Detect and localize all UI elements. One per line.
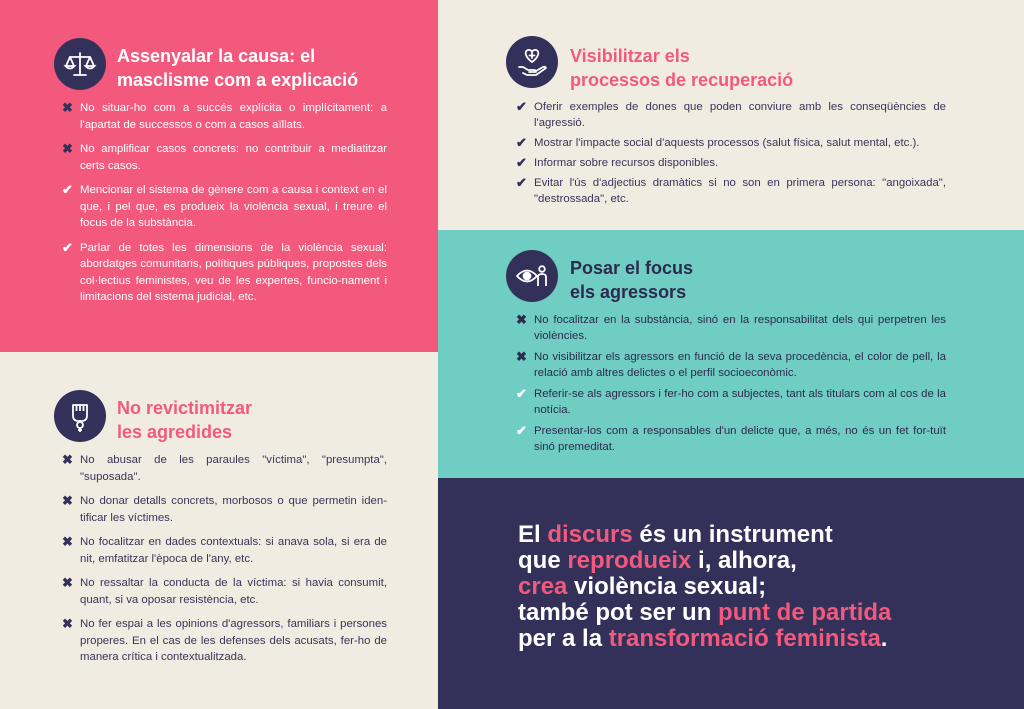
title-line: No revictimitzar [117, 398, 253, 418]
check-icon: ✔ [62, 239, 73, 255]
check-icon: ✔ [516, 423, 527, 438]
list-item [62, 452, 387, 485]
cross-icon: ✖ [62, 616, 73, 631]
statement-line [518, 626, 891, 652]
list-item [516, 349, 946, 381]
list-item-text: No abusar de les paraules "víctima", "presumpta", "suposada". [80, 454, 387, 483]
list-item-text: No situar-ho com a succés explícita o implícitament: a l'apartat de successos o com a casos aïllats. [80, 102, 387, 131]
cross-icon: ✖ [62, 141, 73, 156]
cross-icon: ✖ [516, 312, 527, 327]
title-line: Visibilitzar els [570, 46, 690, 66]
list-item-text: No ressaltar la conducta de la víctima: si havia consumit, quant, si va oposar resistència, etc. [80, 577, 387, 606]
check-icon: ✔ [516, 135, 527, 150]
list-item-text: No visibilitzar els agressors en funció de la seva procedència, el color de pell, la relació amb altres delictes o el perfil socioeconòmic. [534, 351, 946, 379]
list-item [62, 616, 387, 666]
list-item [516, 155, 946, 171]
cross-icon: ✖ [62, 575, 73, 590]
check-icon: ✔ [516, 175, 527, 190]
list-item [516, 175, 946, 207]
title-line: Assenyalar la causa: el [117, 46, 316, 66]
section-agressors [438, 230, 1024, 478]
list-item [62, 534, 387, 567]
highlight: discurs [547, 521, 633, 548]
agressors-list [516, 312, 946, 460]
list-item-text: No amplificar casos concrets: no contribuir a mediatitzar certs casos. [80, 143, 387, 172]
highlight: reprodueix [567, 547, 692, 574]
list-item [516, 423, 946, 455]
list-item-text: Oferir exemples de dones que poden conviure amb les conseqüències de l'agressió. [534, 101, 946, 129]
text-run: El [518, 521, 548, 548]
highlight: crea [518, 573, 568, 600]
cross-icon: ✖ [62, 452, 73, 467]
list-item-text: Presentar-los com a responsables d'un delicte que, a més, no és un fet for-tuït sinó premeditat. [534, 425, 946, 453]
section-revictimitzar-title [117, 396, 252, 444]
section-revictimitzar [0, 352, 438, 709]
cross-icon: ✖ [516, 349, 527, 364]
title-line: els agressors [570, 282, 687, 302]
list-item [62, 182, 387, 232]
title-line: masclisme com a explicació [117, 70, 359, 90]
list-item-text: Informar sobre recursos disponibles. [534, 157, 719, 169]
check-icon: ✔ [516, 386, 527, 401]
highlight: transformació feminista [608, 625, 881, 652]
statement-text [518, 522, 891, 652]
check-icon: ✔ [516, 155, 527, 170]
closing-statement [438, 478, 1024, 709]
statement-line [518, 574, 891, 600]
list-item [62, 100, 387, 133]
statement-line [518, 600, 891, 626]
scales-icon [54, 38, 106, 90]
raised-fist-icon [54, 390, 106, 442]
title-line: les agredides [117, 422, 233, 442]
text-run: és un instrument [632, 521, 833, 548]
text-run: per a la [518, 625, 609, 652]
list-item-text: Parlar de totes les dimensions de la violència sexual: abordatges comunitaris, polítiques públiques, propostes dels col·lectius feministes, veu de les expertes, funcio-nament i limitacions del sistema judicial, etc. [80, 241, 387, 303]
list-item [516, 386, 946, 418]
list-item-text: Evitar l'ús d'adjectius dramàtics si no son en primera persona: "angoixada", "destrossada", etc. [534, 177, 946, 205]
hand-heart-icon [506, 36, 558, 88]
list-item-text: Mostrar l'impacte social d'aquests processos (salut física, salut mental, etc.). [534, 137, 920, 149]
title-line: processos de recuperació [570, 70, 794, 90]
title-line: Posar el focus [570, 258, 694, 278]
causa-list [62, 100, 387, 314]
highlight: punt de partida [718, 599, 892, 626]
list-item-text: No focalitzar en la substància, sinó en la responsabilitat dels qui perpetren les violències. [534, 314, 946, 342]
cross-icon: ✖ [62, 100, 73, 115]
recuperacio-list [516, 99, 946, 211]
check-icon: ✔ [62, 182, 73, 197]
text-run: que [518, 547, 568, 574]
text-run: i, alhora, [691, 547, 797, 574]
list-item [516, 99, 946, 131]
check-icon: ✔ [516, 99, 527, 114]
cross-icon: ✖ [62, 493, 73, 508]
section-causa-title [117, 44, 358, 92]
list-item [516, 312, 946, 344]
statement-line [518, 548, 891, 574]
list-item [62, 240, 387, 306]
statement-line [518, 522, 891, 548]
text-run: també pot ser un [518, 599, 719, 626]
list-item-text: Mencionar el sistema de gènere com a causa i context en el que, i pel que, es produeix la violència sexual, i treure el focus de la substància. [80, 184, 387, 229]
list-item-text: No focalitzar en dades contextuals: si anava sola, si era de nit, emfatitzar l'època de l'any, etc. [80, 536, 387, 565]
revictimitzar-list [62, 452, 387, 674]
list-item [62, 493, 387, 526]
section-agressors-title [570, 256, 693, 304]
section-recuperacio [438, 0, 1024, 230]
section-recuperacio-title [570, 44, 793, 92]
list-item-text: No fer espai a les opinions d'agressors, familiars i persones properes. En el cas de les defenses dels acusats, fer-ho de manera crítica i contextualitzada. [80, 618, 387, 663]
list-item-text: Referir-se als agressors i fer-ho com a subjectes, tant als titulars com al cos de la notícia. [534, 388, 946, 416]
list-item [62, 141, 387, 174]
list-item [62, 575, 387, 608]
eye-person-icon [506, 250, 558, 302]
list-item-text: No donar detalls concrets, morbosos o que permetin iden-tificar les víctimes. [80, 495, 387, 524]
text-run: . [880, 625, 888, 652]
list-item [516, 135, 946, 151]
cross-icon: ✖ [62, 534, 73, 549]
text-run: violència sexual; [567, 573, 767, 600]
section-causa [0, 0, 438, 352]
